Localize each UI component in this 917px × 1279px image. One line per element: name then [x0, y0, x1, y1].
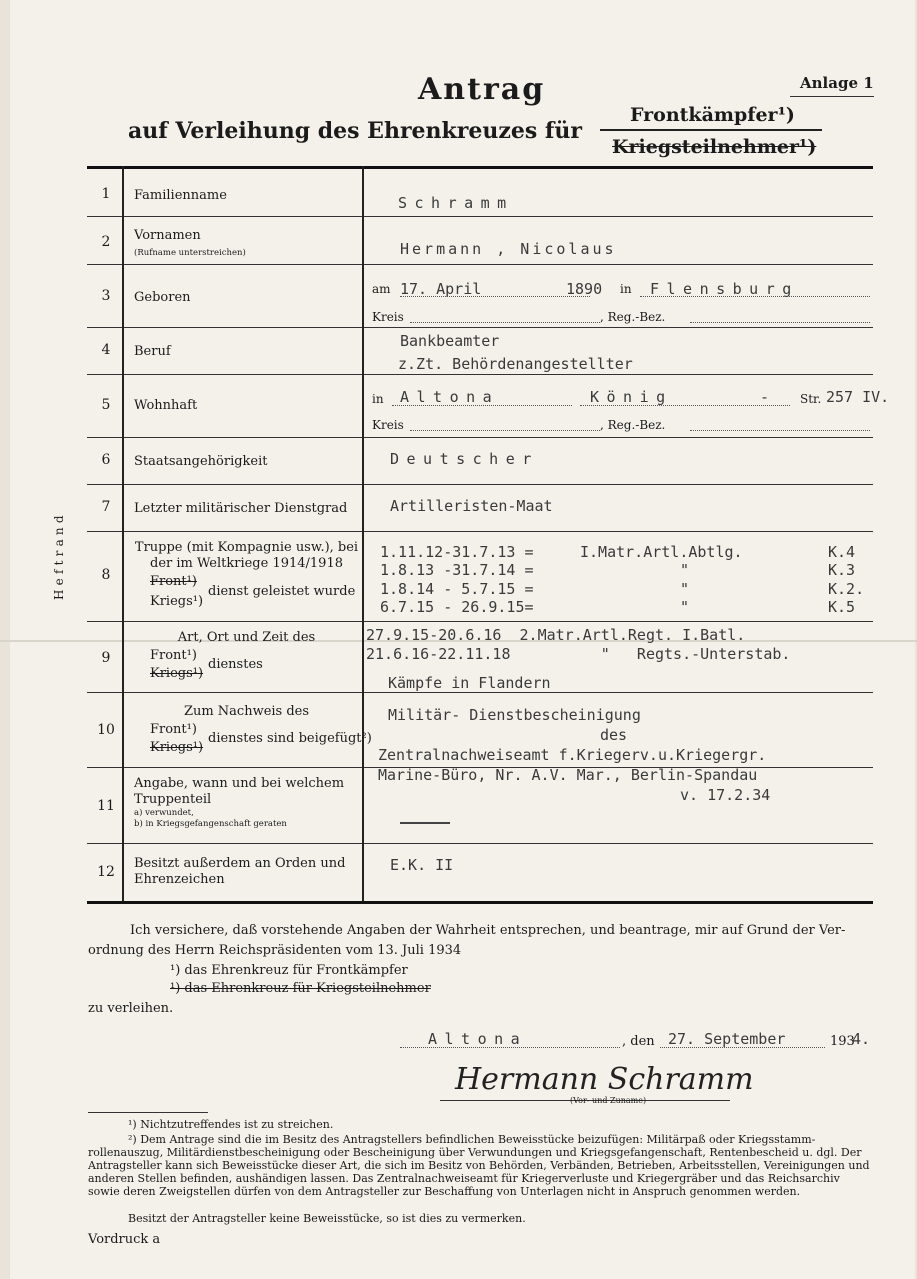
label-front: Front¹) — [150, 648, 197, 663]
option-divider — [600, 129, 822, 131]
label-sub: b) in Kriegsgefangenschaft geraten — [134, 819, 287, 829]
row-divider — [87, 374, 873, 375]
service-entry: 1.11.12-31.7.13 = — [380, 543, 534, 561]
field-label-staatsangehoerigkeit: Staatsangehörigkeit — [134, 454, 268, 469]
field-label-geboren: Geboren — [134, 290, 191, 305]
row-number: 2 — [101, 234, 111, 250]
field-label-wohnhaft: Wohnhaft — [134, 398, 198, 413]
field-label-nachweis: Zum Nachweis des — [183, 704, 310, 719]
field-value-orden: E.K. II — [390, 856, 454, 874]
row-number: 12 — [97, 864, 115, 880]
service-entry: 1.8.14 - 5.7.15 = — [380, 580, 534, 598]
attachment-underline — [790, 96, 874, 97]
label-text: Vornamen — [134, 228, 201, 243]
field-label-beruf: Beruf — [134, 344, 171, 359]
signing-place: Altona — [428, 1030, 528, 1048]
field-label-familienname: Familienname — [134, 188, 227, 203]
field-label-truppe — [134, 540, 359, 572]
row-number: 9 — [101, 650, 111, 666]
footnote-rule — [88, 1112, 208, 1113]
year-suffix: 4. — [852, 1030, 871, 1048]
footnote-3: Besitzt der Antragsteller keine Beweisstücke, so ist dies zu vermerken. — [128, 1212, 526, 1225]
declaration-option-front: ¹) das Ehrenkreuz für Frontkämpfer — [170, 963, 408, 978]
kreis-label: Kreis — [372, 310, 404, 324]
row-divider — [87, 531, 873, 532]
row-number: 7 — [101, 499, 111, 515]
column-divider-number — [122, 166, 124, 901]
label-line: Angabe, wann und bei welchem — [134, 776, 345, 791]
row-divider — [87, 216, 873, 217]
field-label-vornamen — [134, 228, 359, 261]
row-divider — [87, 264, 873, 265]
label-line: Besitzt außerdem an Orden und — [134, 856, 346, 871]
residence-street: König — [590, 388, 673, 406]
signature-handwritten: Hermann Schramm — [455, 1062, 754, 1097]
service-location-1: 27.9.15-20.6.16 2.Matr.Artl.Regt. I.Batl. — [366, 626, 746, 644]
signing-date: 27. September — [668, 1030, 786, 1048]
declaration-line-2: ordnung des Herrn Reichspräsidenten vom 13. Juli 1934 — [88, 943, 462, 958]
field-value-beruf-2: z.Zt. Behördenangestellter — [398, 355, 633, 373]
field-label-orden — [134, 856, 359, 888]
label-line: Ehrenzeichen — [134, 872, 225, 887]
den-label: , den — [622, 1034, 655, 1049]
regbez-label: , Reg.-Bez. — [600, 310, 666, 324]
proof-5: v. 17.2.34 — [680, 786, 771, 804]
label-dienst: dienst geleistet wurde — [208, 584, 356, 599]
form-number: Vordruck a — [88, 1232, 161, 1247]
row-number: 10 — [97, 722, 115, 738]
option-frontkaempfer: Frontkämpfer¹) — [630, 104, 795, 126]
label-line: der im Weltkriege 1914/1918 — [150, 556, 343, 571]
service-komp: K.5 — [828, 598, 856, 616]
binding-margin-label: Heftrand — [52, 511, 66, 600]
row-number: 1 — [101, 186, 111, 202]
residence-city: Altona — [400, 388, 500, 406]
regbez-label: , Reg.-Bez. — [600, 418, 666, 432]
label-beigefuegt: dienstes sind beigefügt²) — [208, 731, 372, 746]
label-front: Front¹) — [150, 722, 197, 737]
declaration-line-1: Ich versichere, daß vorstehende Angaben der Wahrheit entsprechen, und beantrage, mir auf Grund der Ver- — [130, 923, 846, 938]
field-value-dienstgrad: Artilleristen-Maat — [390, 497, 553, 515]
row-number: 4 — [101, 342, 111, 358]
dotted-line — [410, 430, 600, 431]
field-value-familienname: Schramm — [398, 194, 514, 212]
service-entry: 1.8.13 -31.7.14 = — [380, 561, 534, 579]
row-number: 6 — [101, 452, 111, 468]
label-dienstes: dienstes — [208, 657, 263, 672]
row-divider — [87, 437, 873, 438]
label-kriegs-struck: Kriegs¹) — [150, 666, 204, 681]
service-location-2: 21.6.16-22.11.18 " Regts.-Unterstab. — [366, 645, 791, 663]
birth-year: 1890 — [566, 280, 603, 298]
row-divider — [87, 621, 873, 622]
proof-1: Militär- Dienstbescheinigung — [388, 706, 641, 724]
service-entry: 6.7.15 - 26.9.15= — [380, 598, 534, 616]
label-line: Truppe (mit Kompagnie usw.), bei — [134, 540, 359, 555]
dotted-line — [400, 1047, 620, 1048]
row-number: 8 — [101, 567, 111, 583]
dotted-line — [580, 405, 790, 406]
dotted-line — [400, 296, 590, 297]
declaration-option-krieg-struck: ¹) das Ehrenkreuz für Kriegsteilnehmer — [170, 981, 431, 996]
field-label-art-ort-zeit: Art, Ort und Zeit des — [177, 630, 316, 645]
label-line: Truppenteil — [134, 792, 212, 807]
column-divider-value — [362, 166, 364, 901]
dotted-line — [640, 296, 870, 297]
birth-place: Flensburg — [650, 280, 799, 298]
service-komp: K.4 — [828, 543, 856, 561]
table-top-rule — [87, 166, 873, 169]
service-komp: K.3 — [828, 561, 856, 579]
footnote-2: ²) Dem Antrage sind die im Besitz des Antragstellers befindlichen Beweisstücke beizufügen: Militärpaß oder Kriegsstamm-rollenauszug, Militärdienstbescheinigung oder Bescheinigung über Verwundungen und Kriegsgefangenschaft, Rentenbescheid u. dgl. Der Antragsteller kann sich Beweisstücke dieser Art, die sich im Besitz von Behörden, Verbänden, Betrieben, Arbeitsstellen, Vereinigungen und anderen Stellen befinden, aushändigen lassen. Das Zentralnachweiseamt für Kriegerverluste und Kriegergräber und das Reichsarchiv sowie deren Zweigstellen dürfen von dem Antragsteller zur Beschaffung von Unterlagen nicht in Anspruch genommen werden. — [88, 1133, 870, 1198]
proof-4: Marine-Büro, Nr. A.V. Mar., Berlin-Spandau — [378, 766, 758, 784]
service-unit: " — [680, 598, 690, 616]
field-value-vornamen: Hermann , Nicolaus — [400, 240, 617, 258]
dotted-line — [410, 322, 600, 323]
row-number: 11 — [97, 798, 115, 814]
attachment-label: Anlage 1 — [800, 74, 874, 92]
dotted-line — [690, 430, 870, 431]
label-hint: (Rufname unterstreichen) — [134, 248, 246, 258]
form-title: Antrag — [418, 72, 546, 107]
row-divider — [87, 843, 873, 844]
table-bottom-rule — [87, 901, 873, 904]
option-kriegsteilnehmer-struck: Kriegsteilnehmer¹) — [612, 136, 817, 158]
str-label: Str. — [800, 392, 822, 406]
dotted-line — [690, 322, 870, 323]
field-value-beruf: Bankbeamter — [400, 332, 500, 350]
am-label: am — [372, 282, 391, 296]
kreis-label: Kreis — [372, 418, 404, 432]
birth-date: 17. April — [400, 280, 482, 298]
label-kriegs-struck: Kriegs¹) — [150, 740, 204, 755]
proof-2: des — [600, 726, 628, 744]
field-label-verwundet — [134, 776, 359, 830]
label-kriegs: Kriegs¹) — [150, 594, 204, 609]
service-komp: K.2. — [828, 580, 865, 598]
in-label: in — [372, 392, 384, 406]
service-unit: " — [680, 580, 690, 598]
service-unit: " — [680, 561, 690, 579]
row-number: 5 — [101, 397, 111, 413]
label-front-struck: Front¹) — [150, 574, 197, 589]
label-sub: a) verwundet, — [134, 808, 194, 818]
house-number: 257 IV. — [826, 388, 890, 406]
row-number: 3 — [101, 288, 111, 304]
dash-mark — [400, 822, 450, 824]
dotted-line — [392, 405, 572, 406]
in-label: in — [620, 282, 632, 296]
service-location-3: Kämpfe in Flandern — [388, 674, 551, 692]
row-divider — [87, 692, 873, 693]
row-divider — [87, 327, 873, 328]
street-dash: - — [760, 388, 770, 406]
service-unit: I.Matr.Artl.Abtlg. — [580, 543, 743, 561]
year-prefix: 193 — [830, 1034, 855, 1049]
declaration-line-3: zu verleihen. — [88, 1001, 174, 1016]
signature-caption: (Vor- und Zuname) — [570, 1096, 647, 1105]
row-divider — [87, 484, 873, 485]
footnote-1: ¹) Nichtzutreffendes ist zu streichen. — [128, 1118, 334, 1131]
dotted-line — [660, 1047, 825, 1048]
field-value-staatsangehoerigkeit: Deutscher — [390, 450, 539, 468]
field-label-dienstgrad: Letzter militärischer Dienstgrad — [134, 501, 348, 516]
proof-3: Zentralnachweiseamt f.Kriegerv.u.Kriegergr. — [378, 746, 767, 764]
form-subtitle: auf Verleihung des Ehrenkreuzes für — [128, 118, 582, 144]
